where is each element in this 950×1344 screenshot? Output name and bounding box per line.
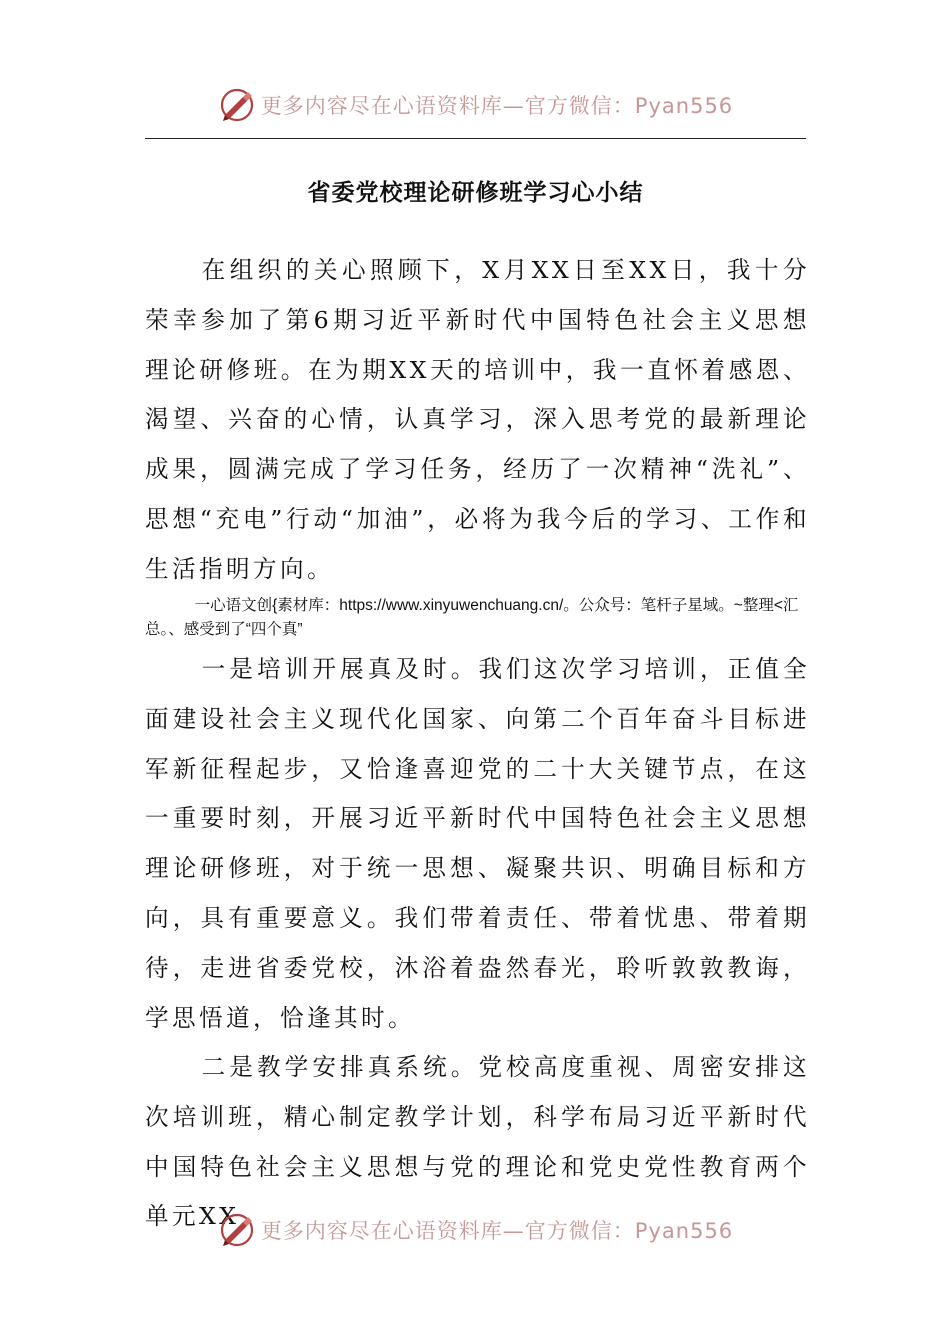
- paragraph-intro: 在组织的关心照顾下，X月XX日至XX日，我十分荣幸参加了第6期习近平新时代中国特色社会主义思想理论研修班。在为期XX天的培训中，我一直怀着感恩、渴望、兴奋的心情，认真学习，深入思考党的最新理论成果，圆满完成了学习任务，经历了一次精神“洗礼”、思想“充电”行动“加油”，必将为我今后的学习、工作和生活指明方向。: [145, 256, 810, 583]
- document-title: 省委党校理论研修班学习心小结: [307, 180, 644, 206]
- source-note: 一心语文创{素材库：https://www.xinyuwenchuang.cn/。公众号：笔杆子星域。~整理<汇总。、感受到了“四个真”: [145, 597, 799, 638]
- pen-logo-icon: [217, 1210, 257, 1250]
- header-rule: [145, 138, 806, 139]
- header-banner-text: 更多内容尽在心语资料库—官方微信：Pyan556: [260, 94, 734, 118]
- pen-logo-icon: [217, 85, 257, 125]
- footer-banner-text: 更多内容尽在心语资料库—官方微信：Pyan556: [260, 1219, 734, 1243]
- footer-banner: [0, 1205, 950, 1255]
- paragraph-point-2: 二是教学安排真系统。党校高度重视、周密安排这次培训班，精心制定教学计划，科学布局习近平新时代中国特色社会主义思想与党的理论和党史党性教育两个单元XX: [145, 1053, 810, 1231]
- paragraph-point-1: 一是培训开展真及时。我们这次学习培训，正值全面建设社会主义现代化国家、向第二个百年奋斗目标进军新征程起步，又恰逢喜迎党的二十大关键节点，在这一重要时刻，开展习近平新时代中国特色社会主义思想理论研修班，对于统一思想、凝聚共识、明确目标和方向，具有重要意义。我们带着责任、带着忧患、带着期待，走进省委党校，沐浴着盎然春光，聆听敦敦教诲，学思悟道，恰逢其时。: [145, 655, 810, 1032]
- header-banner: [0, 80, 950, 130]
